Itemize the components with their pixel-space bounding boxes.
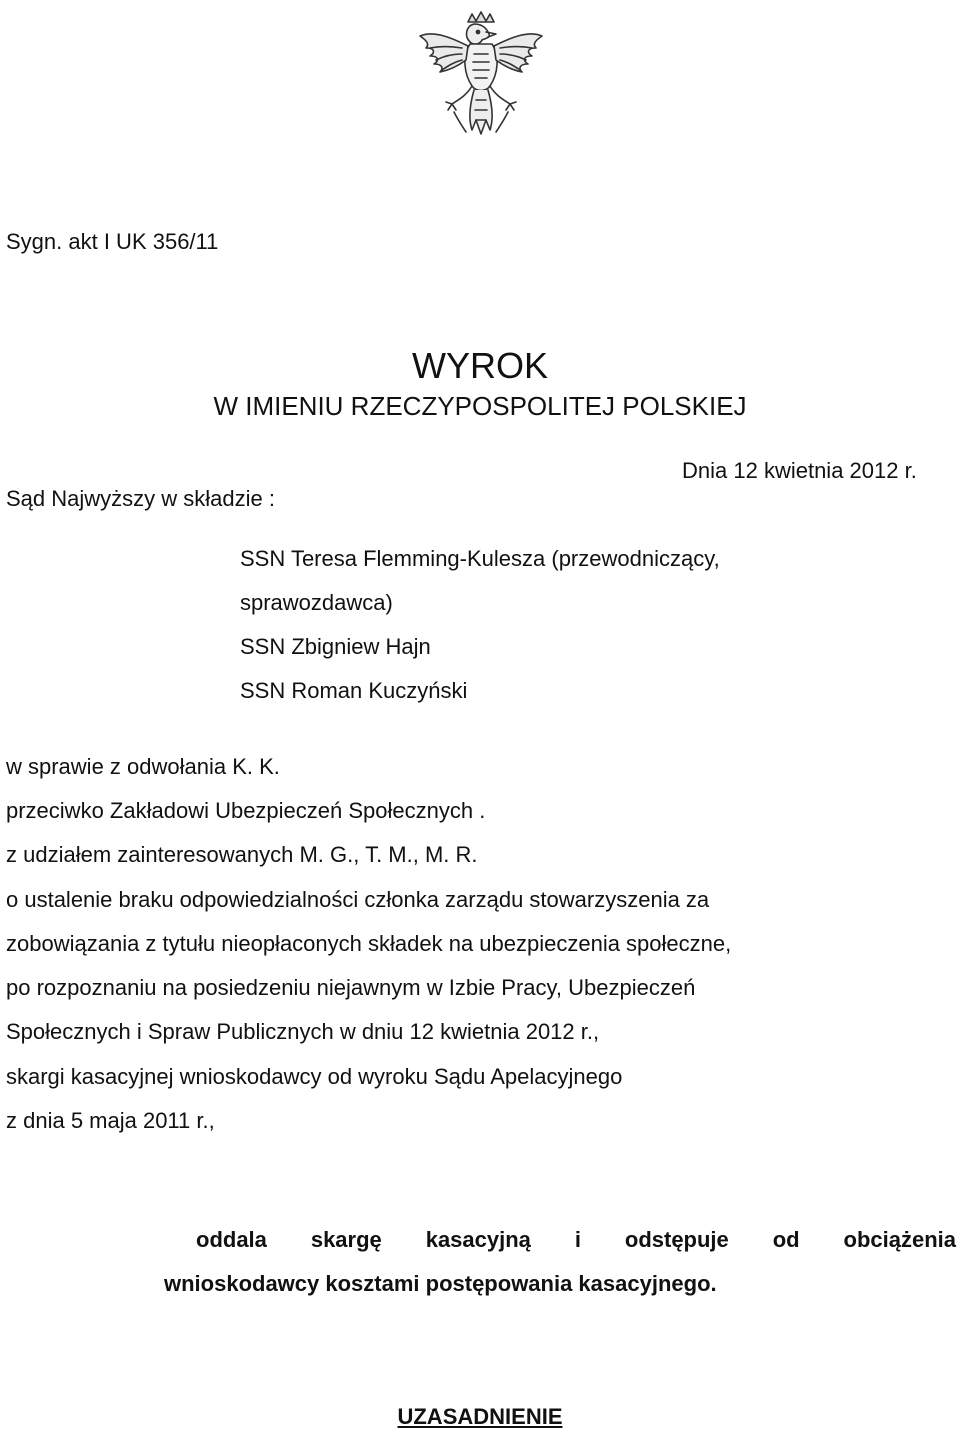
case-line: o ustalenie braku odpowiedzialności członka zarządu stowarzyszenia za — [6, 887, 710, 912]
court-label: Sąd Najwyższy w składzie : — [6, 486, 275, 511]
case-signature: Sygn. akt I UK 356/11 — [6, 229, 219, 254]
case-line: zobowiązania z tytułu nieopłaconych składek na ubezpieczenia społeczne, — [6, 931, 732, 956]
judge-line: SSN Roman Kuczyński — [240, 678, 468, 703]
ruling-line-1 — [196, 1227, 956, 1253]
ruling-word: kasacyjną — [425, 1227, 531, 1252]
case-line: po rozpoznaniu na posiedzeniu niejawnym w Izbie Pracy, Ubezpieczeń — [6, 975, 696, 1000]
ruling-line-2: wnioskodawcy kosztami postępowania kasacyjnego. — [164, 1271, 717, 1296]
judge-line: SSN Zbigniew Hajn — [240, 634, 431, 659]
case-line: przeciwko Zakładowi Ubezpieczeń Społecznych . — [6, 798, 486, 823]
section-heading: UZASADNIENIE — [397, 1404, 563, 1429]
judge-line: sprawozdawca) — [240, 590, 393, 615]
document-subtitle: W IMIENIU RZECZYPOSPOLITEJ POLSKIEJ — [213, 391, 747, 421]
document-title: WYROK — [411, 345, 548, 386]
polish-eagle-emblem-icon — [396, 8, 566, 168]
judge-line: SSN Teresa Flemming-Kulesza (przewodniczący, — [240, 546, 720, 571]
case-line: w sprawie z odwołania K. K. — [6, 754, 280, 779]
ruling-word: i — [574, 1227, 581, 1252]
case-line: skargi kasacyjnej wnioskodawcy od wyroku Sądu Apelacyjnego — [6, 1064, 623, 1089]
ruling-word: obciążenia — [843, 1227, 956, 1252]
case-line: z dnia 5 maja 2011 r., — [6, 1108, 215, 1133]
ruling-word: skargę — [310, 1227, 382, 1252]
ruling-word: oddala — [196, 1227, 267, 1252]
case-line: z udziałem zainteresowanych M. G., T. M., M. R. — [6, 842, 478, 867]
judgment-date: Dnia 12 kwietnia 2012 r. — [682, 458, 917, 483]
ruling-word: odstępuje — [624, 1227, 729, 1252]
ruling-word: od — [772, 1227, 800, 1252]
case-line: Społecznych i Spraw Publicznych w dniu 12 kwietnia 2012 r., — [6, 1019, 600, 1044]
